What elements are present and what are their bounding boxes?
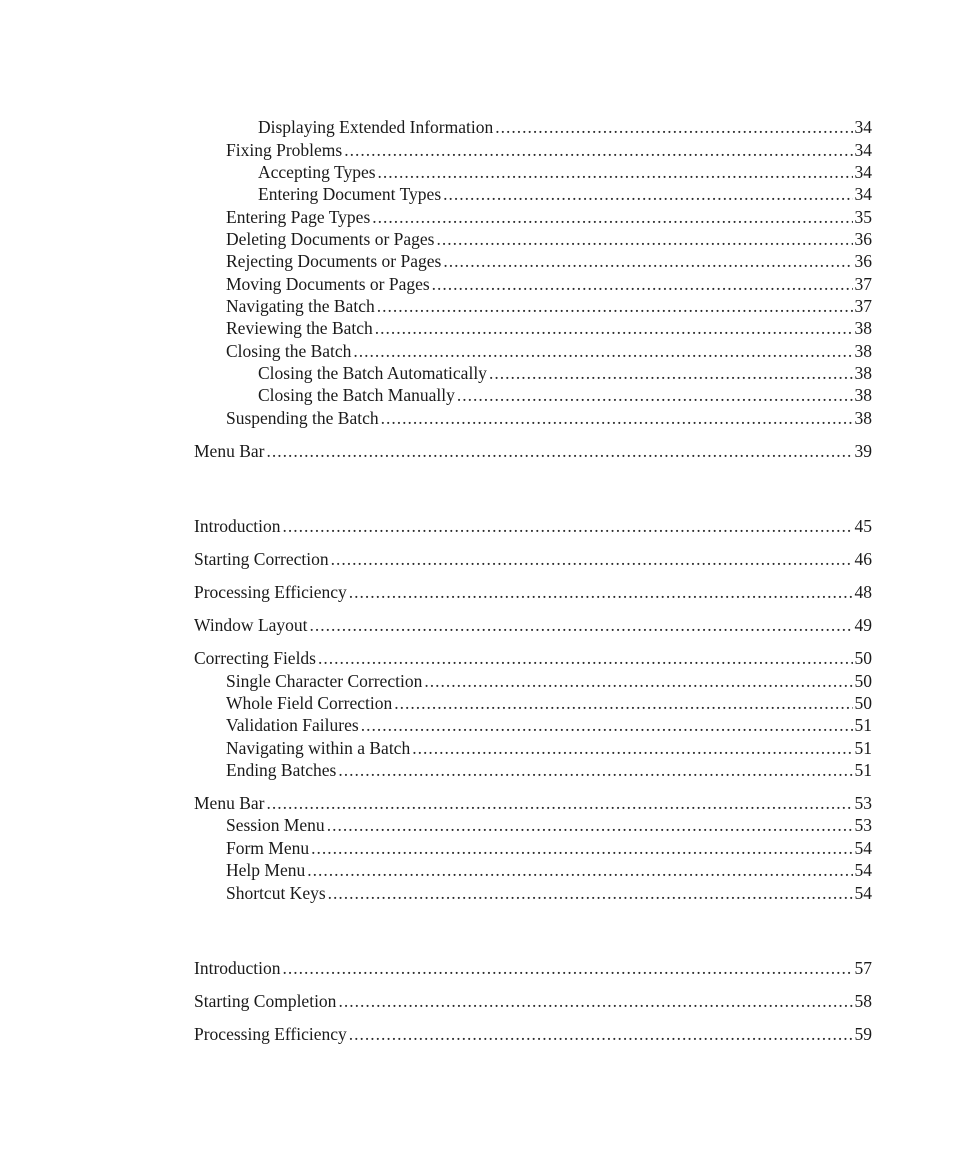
- toc-entry-title: Navigating the Batch: [226, 296, 375, 316]
- toc-entry[interactable]: [0, 340, 872, 362]
- dot-leader: [266, 792, 852, 814]
- dot-leader: [266, 440, 852, 462]
- toc-entry[interactable]: [0, 317, 872, 339]
- dot-leader: [375, 317, 853, 339]
- dot-leader: [328, 882, 853, 904]
- dot-leader: [331, 548, 853, 570]
- dot-leader: [437, 228, 853, 250]
- dot-leader: [443, 250, 852, 272]
- toc-entry-title: Suspending the Batch: [226, 408, 379, 428]
- toc-entry-page: 54: [854, 860, 872, 880]
- toc-entry[interactable]: [0, 273, 872, 295]
- dot-leader: [412, 737, 852, 759]
- toc-entry-title: Window Layout: [194, 615, 308, 635]
- toc-entry-page: 37: [854, 274, 872, 294]
- toc-entry[interactable]: [0, 837, 872, 859]
- toc-entry-title: Starting Completion: [194, 991, 337, 1011]
- toc-entry[interactable]: [0, 515, 872, 537]
- toc-entry[interactable]: [0, 581, 872, 603]
- dot-leader: [283, 515, 853, 537]
- toc-entry-page: 37: [854, 296, 872, 316]
- toc-entry-title: Introduction: [194, 516, 281, 536]
- toc-entry-title: Accepting Types: [258, 162, 376, 182]
- toc-entry-title: Navigating within a Batch: [226, 738, 411, 758]
- toc-entry-page: 34: [854, 140, 872, 160]
- dot-leader: [424, 670, 852, 692]
- toc-entry[interactable]: [0, 759, 872, 781]
- toc-entry-page: 38: [854, 408, 872, 428]
- toc-entry-page: 54: [854, 883, 872, 903]
- toc-entry[interactable]: [0, 548, 872, 570]
- dot-leader: [310, 614, 853, 636]
- toc-entry-page: 51: [854, 760, 872, 780]
- toc-entry[interactable]: [0, 614, 872, 636]
- toc-entry[interactable]: [0, 440, 872, 462]
- toc-entry-page: 34: [854, 117, 872, 137]
- toc-entry-page: 49: [854, 615, 872, 635]
- dot-leader: [349, 581, 853, 603]
- toc-entry-title: Whole Field Correction: [226, 693, 393, 713]
- toc-entry-page: 50: [854, 693, 872, 713]
- dot-leader: [361, 714, 853, 736]
- dot-leader: [457, 384, 853, 406]
- toc-entry[interactable]: [0, 670, 872, 692]
- dot-leader: [311, 837, 852, 859]
- toc-entry-title: Displaying Extended Information: [258, 117, 494, 137]
- toc-entry-page: 57: [854, 958, 872, 978]
- toc-entry-title: Menu Bar: [194, 793, 265, 813]
- dot-leader: [344, 139, 852, 161]
- toc-entry[interactable]: [0, 859, 872, 881]
- toc-entry-page: 38: [854, 341, 872, 361]
- toc-entry-page: 59: [854, 1024, 872, 1044]
- toc-entry-title: Closing the Batch Manually: [258, 385, 455, 405]
- toc-entry-title: Ending Batches: [226, 760, 337, 780]
- toc-entry[interactable]: [0, 407, 872, 429]
- toc-entry-title: Starting Correction: [194, 549, 329, 569]
- toc-entry[interactable]: [0, 1023, 872, 1045]
- toc-entry-page: 53: [854, 793, 872, 813]
- toc-entry-title: Processing Efficiency: [194, 582, 347, 602]
- toc-entry-title: Correcting Fields: [194, 648, 316, 668]
- dot-leader: [381, 407, 853, 429]
- toc-entry-title: Processing Efficiency: [194, 1024, 347, 1044]
- toc-entry-page: 50: [854, 648, 872, 668]
- toc-entry-title: Entering Page Types: [226, 207, 371, 227]
- toc-entry[interactable]: [0, 882, 872, 904]
- toc-entry-page: 54: [854, 838, 872, 858]
- toc-entry-title: Closing the Batch: [226, 341, 352, 361]
- toc-entry-title: Fixing Problems: [226, 140, 343, 160]
- toc-entry[interactable]: [0, 362, 872, 384]
- toc-entry-page: 36: [854, 251, 872, 271]
- toc-entry[interactable]: [0, 957, 872, 979]
- dot-leader: [443, 183, 852, 205]
- toc-entry-page: 36: [854, 229, 872, 249]
- toc-entry-title: Help Menu: [226, 860, 306, 880]
- toc-entry-title: Reviewing the Batch: [226, 318, 373, 338]
- toc-entry-title: Shortcut Keys: [226, 883, 326, 903]
- toc-entry[interactable]: [0, 116, 872, 138]
- toc-entry-title: Moving Documents or Pages: [226, 274, 430, 294]
- toc-entry[interactable]: [0, 250, 872, 272]
- toc-entry-page: 51: [854, 715, 872, 735]
- toc-entry[interactable]: [0, 384, 872, 406]
- toc-entry-page: 51: [854, 738, 872, 758]
- dot-leader: [338, 759, 852, 781]
- toc-entry-page: 38: [854, 318, 872, 338]
- toc-entry[interactable]: [0, 814, 872, 836]
- dot-leader: [338, 990, 852, 1012]
- dot-leader: [495, 116, 852, 138]
- toc-entry-title: Entering Document Types: [258, 184, 442, 204]
- toc-entry[interactable]: [0, 647, 872, 669]
- dot-leader: [394, 692, 852, 714]
- toc-entry[interactable]: [0, 206, 872, 228]
- toc-entry-title: Validation Failures: [226, 715, 359, 735]
- toc-entry-page: 45: [854, 516, 872, 536]
- toc-entry-page: 46: [854, 549, 872, 569]
- toc-entry[interactable]: [0, 692, 872, 714]
- toc-entry-page: 48: [854, 582, 872, 602]
- toc-entry-page: 53: [854, 815, 872, 835]
- dot-leader: [378, 161, 853, 183]
- dot-leader: [372, 206, 852, 228]
- toc-entry-page: 38: [854, 385, 872, 405]
- toc-entry-page: 58: [854, 991, 872, 1011]
- toc-entry-page: 50: [854, 671, 872, 691]
- dot-leader: [327, 814, 853, 836]
- toc-entry-title: Form Menu: [226, 838, 310, 858]
- toc-entry[interactable]: [0, 139, 872, 161]
- toc-entry[interactable]: [0, 228, 872, 250]
- toc-entry-title: Introduction: [194, 958, 281, 978]
- toc-entry-page: 39: [854, 441, 872, 461]
- toc-entry-page: 38: [854, 363, 872, 383]
- dot-leader: [318, 647, 853, 669]
- toc-entry-page: 34: [854, 162, 872, 182]
- dot-leader: [353, 340, 852, 362]
- toc-entry-page: 34: [854, 184, 872, 204]
- toc-entry[interactable]: [0, 714, 872, 736]
- dot-leader: [349, 1023, 853, 1045]
- toc-entry[interactable]: [0, 737, 872, 759]
- toc-entry-title: Closing the Batch Automatically: [258, 363, 487, 383]
- toc-entry-title: Rejecting Documents or Pages: [226, 251, 442, 271]
- dot-leader: [432, 273, 853, 295]
- toc-entry[interactable]: [0, 183, 872, 205]
- toc-entry[interactable]: [0, 161, 872, 183]
- toc-entry[interactable]: [0, 295, 872, 317]
- dot-leader: [489, 362, 853, 384]
- dot-leader: [377, 295, 853, 317]
- dot-leader: [283, 957, 853, 979]
- dot-leader: [307, 859, 852, 881]
- toc-entry[interactable]: [0, 792, 872, 814]
- toc-entry-page: 35: [854, 207, 872, 227]
- toc-entry-title: Session Menu: [226, 815, 325, 835]
- toc-entry-title: Menu Bar: [194, 441, 265, 461]
- toc-entry-title: Deleting Documents or Pages: [226, 229, 435, 249]
- toc-entry[interactable]: [0, 990, 872, 1012]
- toc-entry-title: Single Character Correction: [226, 671, 423, 691]
